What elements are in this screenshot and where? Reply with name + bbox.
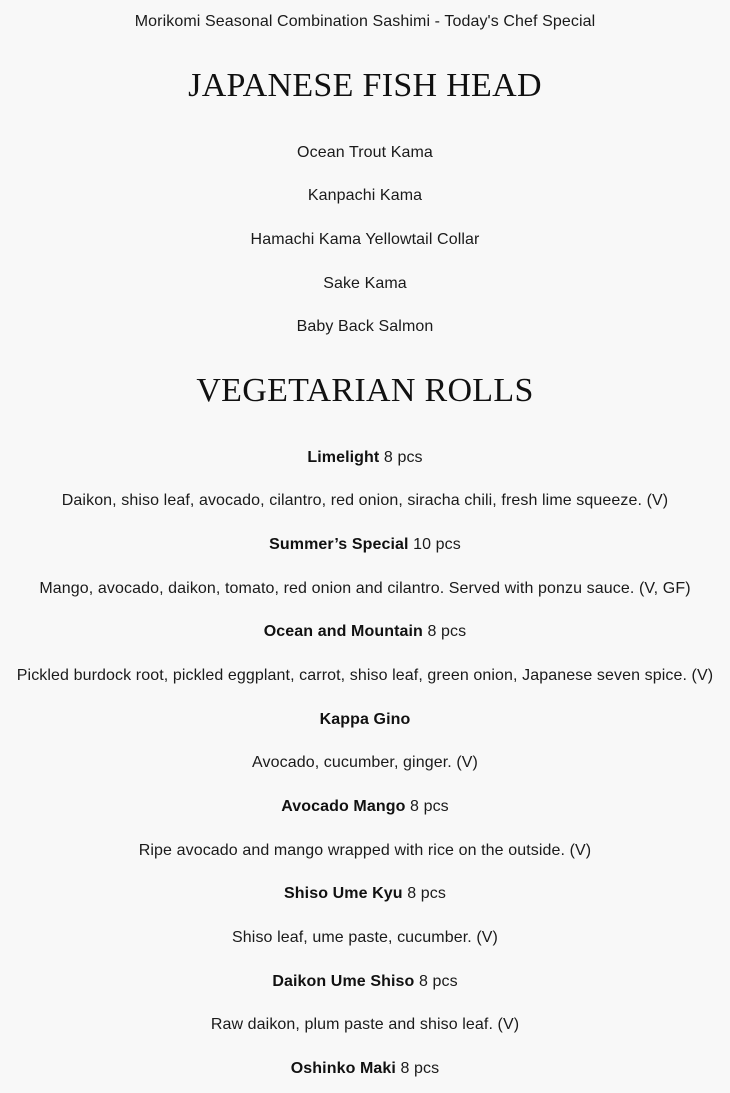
roll-title <box>0 448 730 468</box>
roll-title <box>0 710 730 730</box>
roll-title <box>0 1059 730 1079</box>
roll-title <box>0 972 730 992</box>
roll-name: Limelight <box>307 449 380 466</box>
fish-head-item: Baby Back Salmon <box>296 318 434 335</box>
fish-head-item: Sake Kama <box>323 275 407 292</box>
roll-title <box>0 535 730 555</box>
roll-title <box>0 884 730 904</box>
roll-pieces: 8 pcs <box>418 973 458 990</box>
roll-name: Shiso Ume Kyu <box>284 885 403 902</box>
vegetarian-rolls-heading: VEGETARIAN ROLLS <box>196 372 534 409</box>
roll-title <box>0 622 730 642</box>
roll-name: Daikon Ume Shiso <box>272 973 415 990</box>
roll-description: Mango, avocado, daikon, tomato, red onion and cilantro. Served with ponzu sauce. (V, GF) <box>39 580 691 597</box>
fish-head-heading: JAPANESE FISH HEAD <box>188 67 542 104</box>
roll-pieces: 8 pcs <box>427 623 467 640</box>
chef-special-line: Morikomi Seasonal Combination Sashimi - Today's Chef Special <box>134 13 596 30</box>
roll-name: Avocado Mango <box>281 798 406 815</box>
fish-head-item: Ocean Trout Kama <box>297 144 433 161</box>
roll-pieces: 8 pcs <box>407 885 446 902</box>
roll-name: Ocean and Mountain <box>263 623 423 640</box>
roll-description: Raw daikon, plum paste and shiso leaf. (V) <box>210 1016 520 1033</box>
roll-description: Avocado, cucumber, ginger. (V) <box>252 754 478 771</box>
fish-head-item: Hamachi Kama Yellowtail Collar <box>250 231 480 248</box>
roll-pieces: 8 pcs <box>383 449 423 466</box>
roll-description: Ripe avocado and mango wrapped with rice on the outside. (V) <box>138 842 592 859</box>
roll-pieces: 10 pcs <box>413 536 461 553</box>
roll-description: Pickled burdock root, pickled eggplant, carrot, shiso leaf, green onion, Japanese seven spice. (V) <box>16 667 714 684</box>
roll-pieces: 8 pcs <box>410 798 449 815</box>
roll-pieces: 8 pcs <box>400 1060 440 1077</box>
roll-name: Oshinko Maki <box>290 1060 396 1077</box>
roll-description: Shiso leaf, ume paste, cucumber. (V) <box>232 929 498 946</box>
roll-name: Kappa Gino <box>319 711 411 728</box>
roll-title <box>0 797 730 817</box>
roll-description: Daikon, shiso leaf, avocado, cilantro, red onion, siracha chili, fresh lime squeeze. (V) <box>61 492 669 509</box>
roll-name: Summer’s Special <box>269 536 409 553</box>
fish-head-item: Kanpachi Kama <box>307 187 423 204</box>
